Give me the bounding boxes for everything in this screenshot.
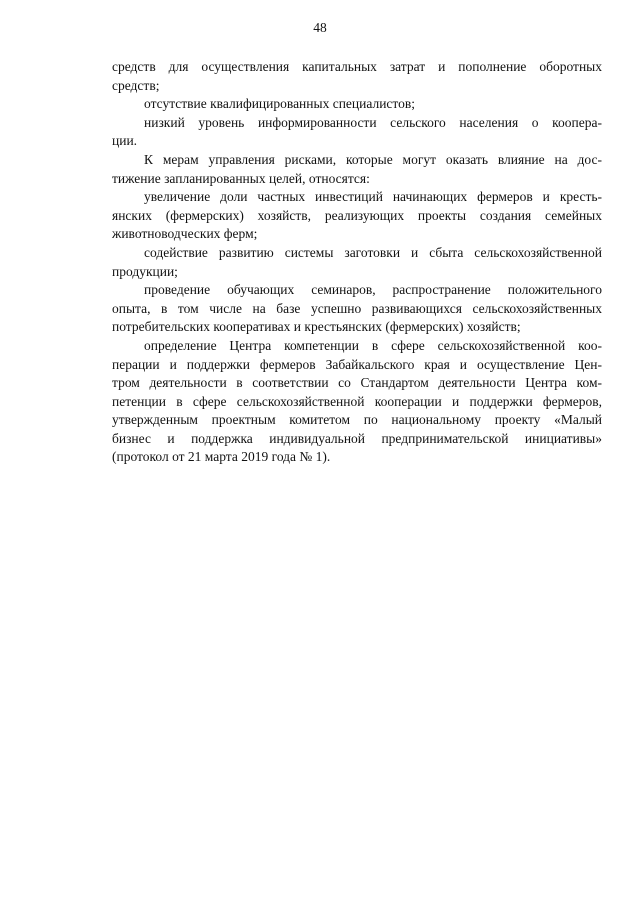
text-line: бизнес и поддержка индивидуальной предпринимательской инициативы» <box>112 430 602 446</box>
text-line: определение Центра компетенции в сфере сельскохозяйственной коо- <box>144 337 602 353</box>
text-line: петенции в сфере сельскохозяйственной кооперации и поддержки фермеров, <box>112 393 602 409</box>
text-line: продукции; <box>112 263 178 279</box>
text-line: тром деятельности в соответствии со Стандартом деятельности Центра ком- <box>112 375 602 391</box>
text-line: проведение обучающих семинаров, распространение положительного <box>144 282 602 298</box>
text-line: тижение запланированных целей, относятся: <box>112 170 370 186</box>
text-line: животноводческих ферм; <box>112 226 258 242</box>
text-line: янских (фермерских) хозяйств, реализующих проекты создания семейных <box>112 207 602 223</box>
text-line: опыта, в том числе на базе успешно развивающихся сельскохозяйственных <box>112 300 602 316</box>
text-line: низкий уровень информированности сельского населения о коопера- <box>144 114 602 130</box>
text-line: утвержденным проектным комитетом по национальному проекту «Малый <box>112 412 602 428</box>
text-line: средств для осуществления капитальных затрат и пополнение оборотных <box>112 59 602 74</box>
text-line: перации и поддержки фермеров Забайкальского края и осуществление Цен- <box>112 356 602 372</box>
text-line: ции. <box>112 133 138 149</box>
text-line: (протокол от 21 марта 2019 года № 1). <box>112 449 331 465</box>
text-line: потребительских кооперативах и крестьянских (фермерских) хозяйств; <box>112 319 521 335</box>
page-number: 48 <box>313 20 327 35</box>
text-line: отсутствие квалифицированных специалистов; <box>144 96 416 112</box>
text-line: содействие развитию системы заготовки и сбыта сельскохозяйственной <box>144 244 602 260</box>
text-line: К мерам управления рисками, которые могут оказать влияние на дос- <box>144 151 602 167</box>
text-line: средств; <box>112 77 160 93</box>
document-body <box>112 58 602 467</box>
text-line: увеличение доли частных инвестиций начинающих фермеров и кресть- <box>144 189 602 205</box>
